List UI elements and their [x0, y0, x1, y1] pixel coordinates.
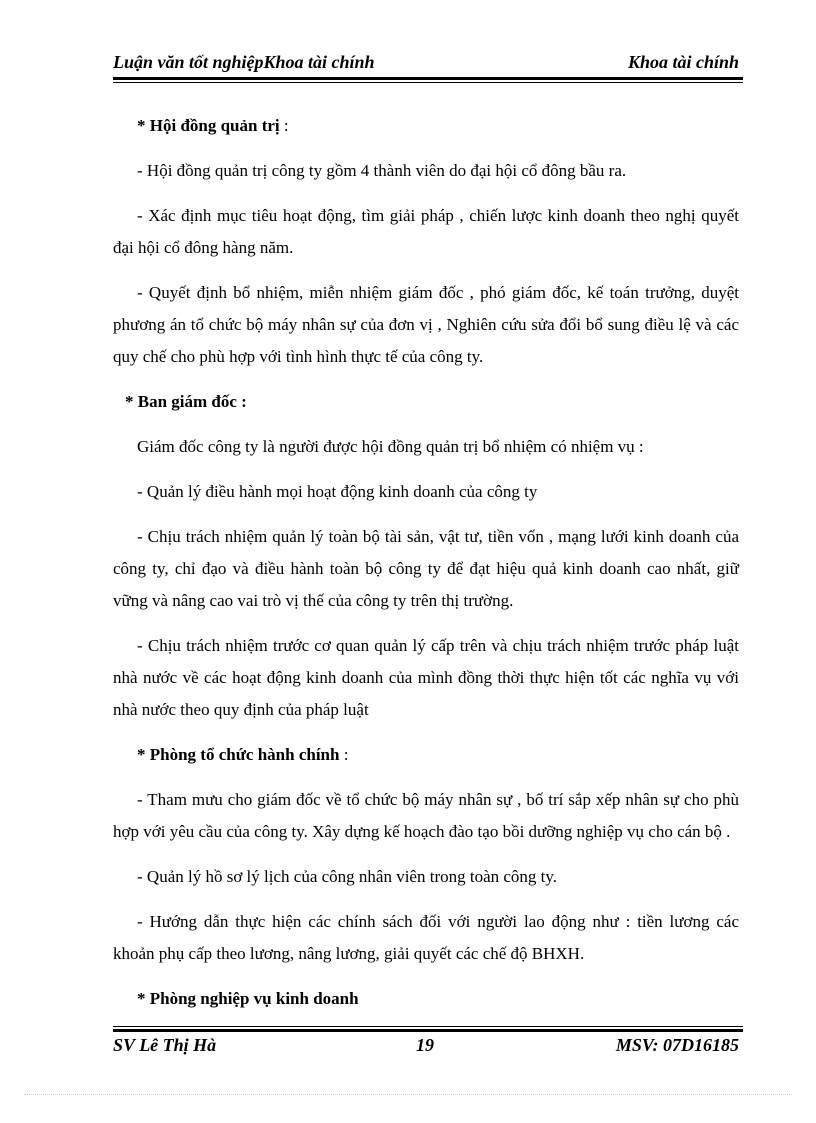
header-rule-thin [113, 82, 743, 83]
footer-student-name: SV Lê Thị Hà [113, 1035, 217, 1055]
footer-student-id: MSV: 07D16185 [615, 1035, 739, 1055]
footer-rule-thick [113, 1029, 743, 1032]
paragraph: - Quản lý hồ sơ lý lịch của công nhân viên trong toàn công ty. [137, 867, 558, 886]
paragraph: - Hướng dẫn thực hiện các chính sách đối với người lao động như : tiền lương các khoản phụ cấp theo lương, nâng lương, giải quyết các chế độ BHXH. [113, 912, 739, 963]
document-body [113, 110, 739, 1028]
header-rule-thick [113, 77, 743, 80]
section-heading-ban-giam-doc: * Ban giám đốc : [125, 392, 247, 411]
page-edge-divider [24, 1094, 792, 1095]
section-heading-phong-nvkd: * Phòng nghiệp vụ kinh doanh [137, 989, 359, 1008]
section-heading-phong-tchc [113, 739, 739, 771]
paragraph: Giám đốc công ty là người được hội đồng quản trị bổ nhiệm có nhiệm vụ : [137, 437, 644, 456]
header-right-title: Khoa tài chính [627, 52, 739, 72]
paragraph: - Hội đồng quản trị công ty gồm 4 thành viên do đại hội cổ đông bầu ra. [137, 161, 627, 180]
paragraph: - Chịu trách nhiệm quản lý toàn bộ tài sản, vật tư, tiền vốn , mạng lưới kinh doanh của công ty, chỉ đạo và điều hành toàn bộ công ty để đạt hiệu quả kinh doanh cao nhất, giữ vững và nâng cao vai trò vị thế của công ty trên thị trường. [113, 527, 739, 610]
section-heading-hoi-dong [113, 110, 739, 142]
heading-text: * Hội đồng quản trị [137, 116, 280, 135]
footer-rule-thin [113, 1026, 743, 1027]
heading-suffix: : [339, 745, 349, 764]
page-header [113, 50, 739, 74]
paragraph: - Xác định mục tiêu hoạt động, tìm giải pháp , chiến lược kinh doanh theo nghị quyết đại hội cổ đông hàng năm. [113, 206, 739, 257]
paragraph: - Quyết định bổ nhiệm, miễn nhiệm giám đốc , phó giám đốc, kế toán trưởng, duyệt phương án tổ chức bộ máy nhân sự của đơn vị , Nghiên cứu sửa đổi bổ sung điều lệ và các quy chế cho phù hợp với tình hình thực tế của công ty. [113, 283, 739, 366]
paragraph: - Tham mưu cho giám đốc về tổ chức bộ máy nhân sự , bố trí sắp xếp nhân sự cho phù hợp với yêu cầu của công ty. Xây dựng kế hoạch đào tạo bồi dưỡng nghiệp vụ cho cán bộ . [113, 790, 739, 841]
paragraph: - Chịu trách nhiệm trước cơ quan quản lý cấp trên và chịu trách nhiệm trước pháp luật nhà nước về các hoạt động kinh doanh của mình đồng thời thực hiện tốt các nghĩa vụ với nhà nước theo quy định của pháp luật [113, 636, 739, 719]
footer-page-number: 19 [416, 1035, 434, 1055]
heading-text: * Phòng tổ chức hành chính [137, 745, 340, 764]
heading-suffix: : [279, 116, 289, 135]
paragraph: - Quản lý điều hành mọi hoạt động kinh doanh của công ty [137, 482, 538, 501]
header-left-title: Luận văn tốt nghiệpKhoa tài chính [113, 52, 375, 72]
